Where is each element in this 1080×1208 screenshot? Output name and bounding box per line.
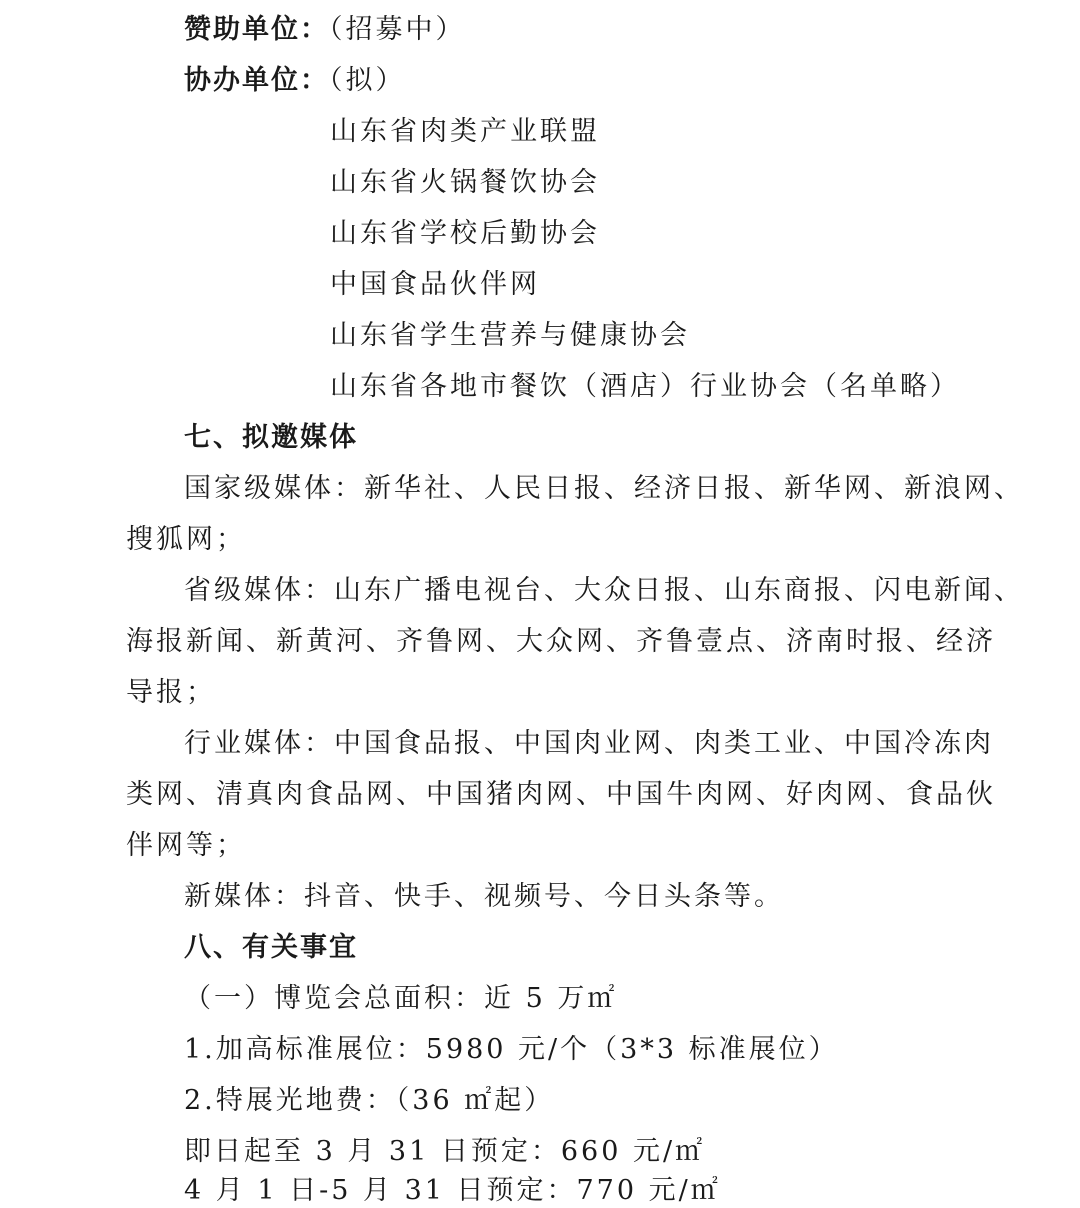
industry-media-line: 行业媒体：中国食品报、中国肉业网、肉类工业、中国冷冻肉 — [184, 728, 994, 759]
early-price: 即日起至 3 月 31 日预定：660 元/㎡ — [184, 1136, 706, 1167]
section-7-heading: 七、拟邀媒体 — [184, 422, 358, 453]
co-organizer-item: 山东省肉类产业联盟 — [330, 116, 600, 147]
co-organizer-item: 中国食品伙伴网 — [330, 269, 540, 300]
co-organizer-item: 山东省学生营养与健康协会 — [330, 320, 690, 351]
exhibition-area: （一）博览会总面积：近 5 万㎡ — [184, 983, 618, 1014]
national-media-line: 搜狐网； — [126, 524, 246, 555]
new-media-line: 新媒体：抖音、快手、视频号、今日头条等。 — [184, 881, 784, 912]
later-price: 4 月 1 日-5 月 31 日预定：770 元/㎡ — [184, 1175, 721, 1206]
provincial-media-line: 导报； — [126, 677, 216, 708]
co-organizer-label: 协办单位： — [184, 65, 329, 96]
sponsor-line — [184, 13, 466, 47]
co-organizer-item: 山东省各地市餐饮（酒店）行业协会（名单略） — [330, 371, 960, 402]
co-organizer-item: 山东省火锅餐饮协会 — [330, 167, 600, 198]
provincial-media-line: 省级媒体：山东广播电视台、大众日报、山东商报、闪电新闻、 — [184, 575, 1024, 606]
co-organizer-item: 山东省学校后勤协会 — [330, 218, 600, 249]
provincial-media-line: 海报新闻、新黄河、齐鲁网、大众网、齐鲁壹点、济南时报、经济 — [126, 626, 996, 657]
national-media-line: 国家级媒体：新华社、人民日报、经济日报、新华网、新浪网、 — [184, 473, 1024, 504]
co-organizer-line — [184, 64, 406, 98]
industry-media-line: 类网、清真肉食品网、中国猪肉网、中国牛肉网、好肉网、食品伙 — [126, 779, 996, 810]
industry-media-line: 伴网等； — [126, 830, 246, 861]
booth-price-item: 1.加高标准展位：5980 元/个（3*3 标准展位） — [184, 1034, 839, 1065]
sponsor-value: （招募中） — [329, 14, 466, 45]
sponsor-label: 赞助单位： — [184, 14, 329, 45]
raw-space-item: 2.特展光地费：（36 ㎡起） — [184, 1085, 555, 1116]
co-organizer-value: （拟） — [329, 65, 406, 96]
section-8-heading: 八、有关事宜 — [184, 932, 358, 963]
